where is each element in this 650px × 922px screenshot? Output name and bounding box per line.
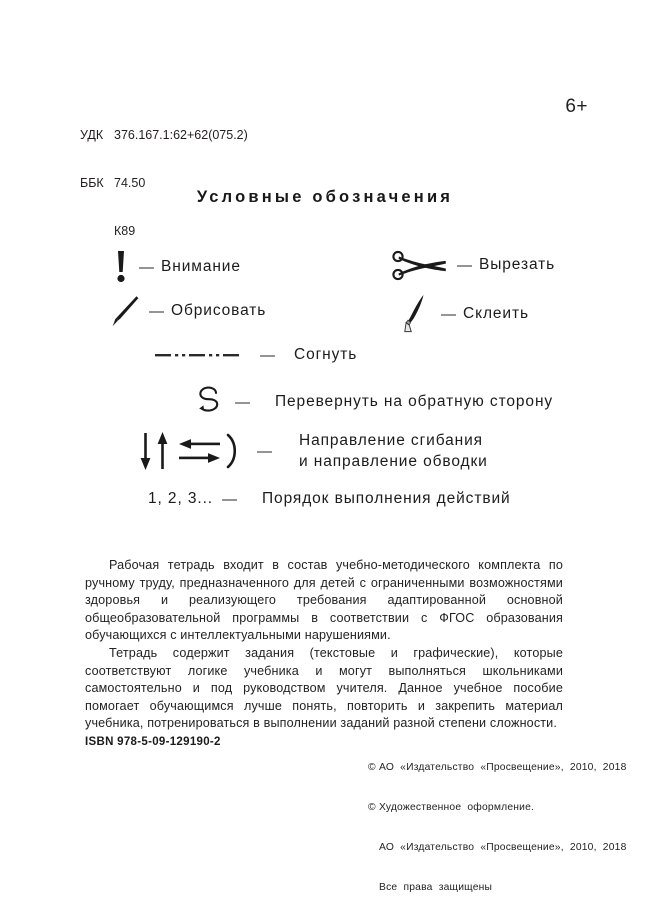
number-sequence-glyph: 1, 2, 3...	[148, 490, 214, 507]
page-title: Условные обозначения	[196, 188, 454, 206]
glue-brush-icon	[402, 293, 432, 335]
direction-arrows-icon	[138, 428, 248, 474]
copyright-line-3: АО «Издательство «Просвещение», 2010, 2018	[379, 842, 627, 854]
legend-item-attention	[112, 250, 241, 284]
legend-label-flip: Перевернуть на обратную сторону	[275, 393, 554, 410]
legend-label-order: Порядок выполнения действий	[262, 490, 511, 507]
exclamation-mark-icon	[112, 250, 130, 284]
annotation-paragraph-1: Рабочая тетрадь входит в состав учебно-методического комплекта по ручному труду, предназначенного для детей с ограниченными возможностями здоровья и реализующего требования адаптированной основной общеобразовательной программы в соответствии с ФГОС образования обучающихся с интеллектуальными нарушениями.	[85, 558, 563, 643]
flip-over-arrow-icon	[196, 385, 226, 419]
copyright-symbol: ©	[368, 761, 376, 773]
annotation-paragraph-2: Тетрадь содержит задания (текстовые и графические), которые соответствуют логике учебника и могут выполняться школьниками самостоятельно и под руководством учителя. Данное учебное пособие помогает обучающимся лучше понять, повторить и закрепить материал учебника, потренироваться в выполнении заданий разной степени сложности.	[85, 645, 563, 731]
legend-item-order	[148, 490, 511, 508]
legend-label-attention: Внимание	[161, 258, 241, 275]
legend-dash: —	[257, 442, 272, 460]
copyright-block	[368, 734, 627, 922]
legend-dash: —	[457, 256, 472, 274]
legend-label-trace: Обрисовать	[171, 302, 267, 319]
bbk-label: ББК	[80, 176, 104, 190]
author-code-value: К89	[114, 224, 136, 238]
pencil-icon	[110, 294, 140, 328]
legend-item-flip	[196, 385, 553, 419]
legend-dash: —	[222, 490, 238, 508]
legend-label-cut: Вырезать	[479, 256, 556, 273]
legend-label-glue: Склеить	[463, 305, 529, 322]
udk-label: УДК	[80, 128, 104, 142]
udk-value: 376.167.1:62+62(075.2)	[114, 128, 248, 142]
legend-label-bend-line1: Направление сгибания	[299, 432, 483, 449]
legend-dash: —	[149, 302, 164, 320]
isbn-number: ISBN 978-5-09-129190-2	[85, 736, 221, 748]
udk-row	[80, 127, 248, 143]
legend-dash: —	[139, 258, 154, 276]
legend-item-cut	[392, 250, 555, 280]
annotation-text	[85, 557, 563, 733]
copyright-line-2: © Художественное оформление.	[368, 802, 535, 814]
legend-dash: —	[260, 346, 275, 364]
legend-dash: —	[235, 393, 250, 411]
author-code-row	[80, 223, 248, 239]
legend-item-fold	[155, 346, 357, 364]
classification-codes	[80, 95, 248, 271]
legend-item-trace	[110, 294, 266, 328]
legend-dash: —	[441, 305, 456, 323]
scissors-icon	[392, 250, 448, 280]
age-rating-mark: 6+	[565, 96, 588, 117]
copyright-line-1: © АО «Издательство «Просвещение», 2010, 2018	[368, 761, 627, 773]
legend-label-bend-line2: и направление обводки	[299, 453, 488, 470]
copyright-symbol: ©	[368, 802, 376, 814]
copyright-line-4: Все права защищены	[379, 882, 493, 894]
legend-label-fold: Согнуть	[294, 346, 358, 363]
legend-item-bend-direction	[138, 428, 488, 474]
legend-label-bend-direction	[299, 430, 488, 472]
bbk-value: 74.50	[114, 176, 146, 190]
legend-item-glue	[402, 293, 529, 335]
fold-line-icon	[155, 348, 251, 362]
